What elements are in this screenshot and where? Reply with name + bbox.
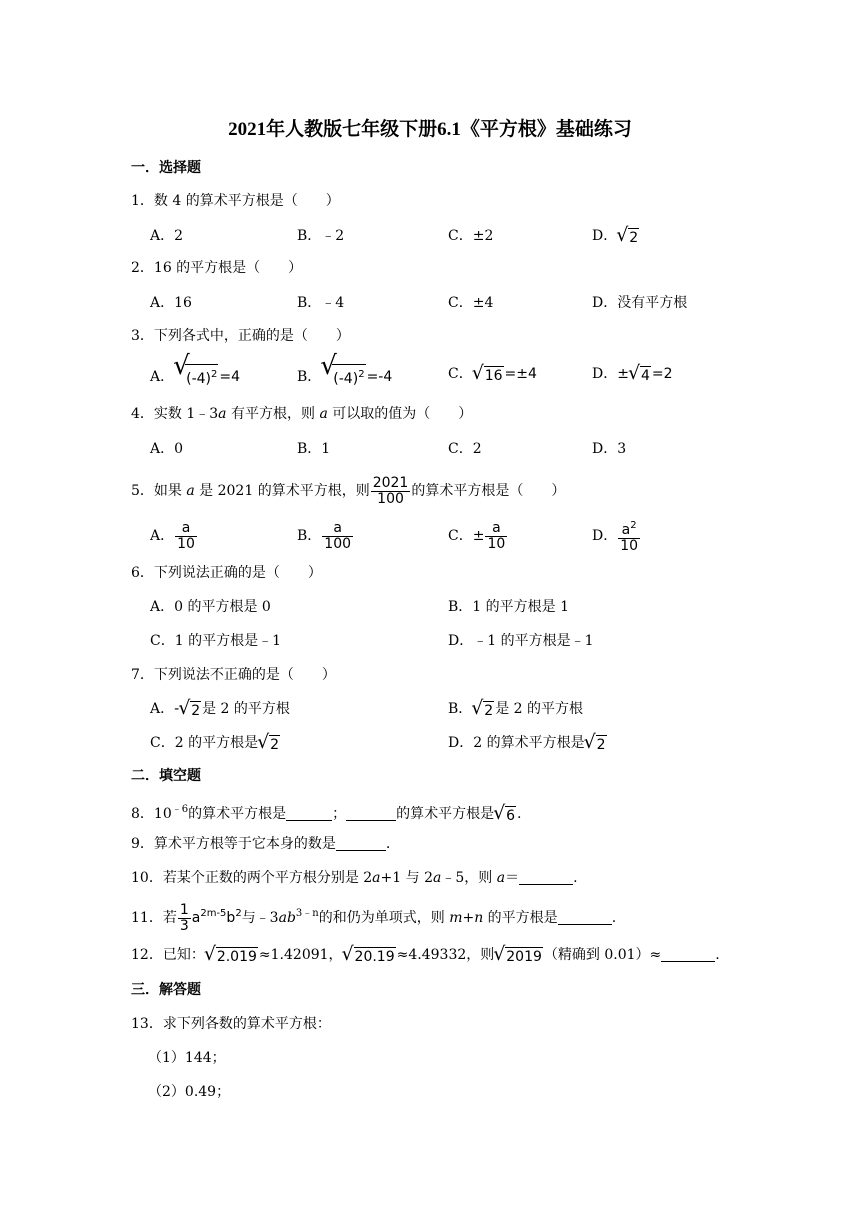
radicand: (-4): [186, 371, 212, 387]
question-8: [131, 800, 521, 826]
radical-sign: [472, 701, 494, 721]
variable: a: [432, 870, 442, 886]
stem-text: 可以取的值为（ ）: [327, 406, 473, 422]
equation-rest: =-4: [366, 369, 393, 385]
section-heading-fill: 二．填空题: [131, 768, 201, 784]
option-label: A．: [150, 701, 175, 717]
radical-sign: [179, 701, 201, 721]
variable: ab: [278, 910, 296, 926]
base: a: [191, 910, 201, 926]
denominator: 10: [177, 535, 195, 552]
radicand: 2: [191, 703, 201, 719]
exponent: 3﹣n: [295, 908, 319, 919]
radical-sign: [494, 947, 543, 967]
section-heading-choice: 一．选择题: [131, 160, 201, 176]
stem-text: ﹣5，则: [441, 870, 497, 886]
question-4-option-c: C．2: [448, 441, 482, 457]
question-1-option-d: [592, 226, 640, 248]
question-2-option-d: D．没有平方根: [592, 295, 688, 311]
variable: n: [474, 910, 484, 926]
answer-blank: [346, 806, 396, 821]
stem-text: 11．若: [131, 910, 177, 926]
radical-sign: [258, 735, 280, 755]
question-1-option-b: B．﹣2: [297, 228, 345, 244]
question-11: [131, 896, 616, 936]
stem-text: 的算术平方根是: [188, 806, 287, 822]
denominator: 100: [377, 490, 404, 507]
question-3-stem: 3．下列各式中，正确的是（ ）: [131, 328, 350, 344]
denominator: 10: [487, 535, 506, 552]
stem-text: .: [611, 910, 617, 926]
question-3-option-b: [297, 364, 392, 389]
stem-text: .: [517, 806, 522, 822]
numerator: a: [485, 521, 507, 537]
question-9: [131, 834, 390, 854]
question-4-stem: [131, 404, 472, 424]
numerator: [618, 518, 640, 539]
radicand: 2.019: [216, 949, 257, 965]
radical-sign: [321, 364, 365, 389]
stem-text: 的算术平方根是（ ）: [411, 483, 566, 499]
question-6-option-d: D．﹣1 的平方根是﹣1: [448, 633, 594, 649]
option-label: A．: [150, 369, 175, 385]
fraction: [618, 518, 640, 554]
answer-blank: [661, 947, 715, 962]
fraction: [178, 903, 191, 934]
stem-text: 10．若某个正数的两个平方根分别是 2: [131, 870, 373, 886]
radical-sign: [174, 364, 218, 389]
denominator: 3: [179, 917, 189, 934]
fraction: [175, 521, 197, 552]
question-3-option-a: [150, 364, 240, 389]
option-label: C．±: [448, 528, 485, 544]
question-6-option-b: B．1 的平方根是 1: [448, 599, 570, 615]
radical-sign: [629, 366, 651, 386]
numerator: a: [322, 521, 353, 537]
fraction: [322, 521, 353, 552]
radical-sign: [205, 947, 258, 967]
question-10: [131, 868, 578, 888]
question-4-option-d: D．3: [592, 441, 627, 457]
question-4-option-a: A．0: [150, 441, 184, 457]
radicand: 6: [506, 808, 516, 824]
question-7-option-b: [448, 699, 583, 721]
question-6-option-c: C．1 的平方根是﹣1: [150, 633, 281, 649]
stem-text: 9．算术平方根等于它本身的数是: [131, 836, 336, 852]
question-13-part-2: （2）0.49；: [148, 1084, 231, 1100]
stem-text: （精确到 0.01）≈: [543, 947, 662, 963]
option-text: C．2 的平方根是: [150, 735, 259, 751]
option-label: C．: [448, 366, 473, 382]
question-12: [131, 945, 720, 967]
question-5-option-a: [150, 518, 198, 554]
stem-text: ≈4.49332，则: [396, 947, 495, 963]
question-13-part-1: （1）144；: [148, 1050, 226, 1066]
option-label: D．: [592, 366, 618, 382]
radicand: (-4): [333, 371, 359, 387]
option-label: B．: [297, 369, 322, 385]
question-1-option-c: C．±2: [448, 228, 494, 244]
fraction: [371, 476, 411, 507]
variable: a: [372, 870, 381, 886]
variable: a: [218, 406, 227, 422]
option-text: D．2 的算术平方根是: [448, 735, 585, 751]
negative-sign: -: [174, 701, 180, 717]
numerator: 2021: [372, 474, 409, 491]
question-1-option-a: A．2: [150, 228, 184, 244]
variable: a: [186, 483, 195, 499]
radicand: 4: [640, 368, 650, 384]
question-2-stem: 2．16 的平方根是（ ）: [131, 260, 303, 276]
variable: a: [496, 870, 506, 886]
question-6-option-a: A．0 的平方根是 0: [150, 599, 271, 615]
question-3-option-c: [448, 364, 537, 386]
question-5-option-d: [592, 518, 641, 554]
page-title: 2021年人教版七年级下册6.1《平方根》基础练习: [228, 119, 632, 140]
question-7-stem: 7．下列说法不正确的是（ ）: [131, 667, 336, 683]
question-6-stem: 6．下列说法正确的是（ ）: [131, 565, 322, 581]
radical-sign: [473, 366, 504, 386]
question-5-stem: [131, 473, 565, 509]
radicand: 20.19: [354, 949, 395, 965]
exponent: ﹣6: [171, 804, 189, 815]
option-label: B．: [448, 701, 473, 717]
option-text: 是 2 的平方根: [202, 701, 290, 717]
question-2-option-c: C．±4: [448, 295, 494, 311]
option-label: D．: [592, 228, 618, 244]
question-2-option-a: A．16: [150, 295, 192, 311]
variable: m: [449, 910, 463, 926]
exponent: 2: [630, 520, 637, 531]
denominator: 100: [324, 535, 352, 552]
stem-text: 有平方根，则: [226, 406, 320, 422]
question-5-option-b: [297, 518, 354, 554]
numerator: 1: [179, 901, 189, 918]
question-13-stem: 13．求下列各数的算术平方根：: [131, 1016, 331, 1032]
question-5-option-c: [448, 518, 508, 554]
stem-text: .: [715, 947, 720, 963]
denominator: 10: [620, 538, 639, 554]
radicand: 16: [484, 368, 503, 384]
radical-sign: [585, 735, 607, 755]
stem-text: 与﹣3: [241, 910, 279, 926]
stem-text: ＝: [505, 870, 520, 886]
stem-text: ≈1.42091，: [258, 947, 343, 963]
exponent: 2: [211, 369, 218, 380]
question-3-option-d: [592, 364, 673, 386]
answer-blank: [286, 806, 332, 821]
stem-text: .: [385, 836, 391, 852]
radicand: 2: [270, 737, 279, 753]
stem-text: 的和仍为单项式，则: [318, 910, 450, 926]
fraction: [485, 521, 507, 552]
base: a: [621, 522, 631, 538]
question-1-stem: 1．数 4 的算术平方根是（ ）: [131, 193, 340, 209]
stem-text: +: [462, 910, 475, 926]
stem-text: 5．如果: [131, 483, 187, 499]
exponent: 2m-5: [200, 908, 227, 919]
radicand: 2: [484, 703, 494, 719]
stem-text: 的平方根是: [483, 910, 558, 926]
equation-rest: =4: [219, 369, 241, 385]
section-heading-solve: 三．解答题: [131, 982, 201, 998]
stem-text: 的算术平方根是: [396, 806, 495, 822]
stem-text: ；: [332, 806, 347, 822]
radical-sign: [494, 806, 516, 826]
stem-text: .: [573, 870, 578, 886]
equation-rest: =2: [651, 366, 673, 382]
variable: a: [319, 406, 328, 422]
answer-blank: [519, 870, 573, 885]
radicand: 2019: [506, 949, 542, 965]
radical-sign: [617, 228, 639, 248]
base: b: [226, 910, 236, 926]
option-text: 是 2 的平方根: [495, 701, 584, 717]
stem-text: 12．已知：: [131, 947, 205, 963]
radicand: 2: [596, 737, 606, 753]
radicand: 2: [629, 230, 639, 246]
question-7-option-d: [448, 733, 608, 755]
radical-sign: [343, 947, 396, 967]
stem-text: 是 2021 的算术平方根，则: [194, 483, 370, 499]
option-label: A．: [150, 528, 175, 544]
exponent: 2: [235, 908, 242, 919]
question-4-option-b: B．1: [297, 441, 331, 457]
exponent: 2: [358, 369, 365, 380]
stem-text: +1 与 2: [380, 870, 433, 886]
answer-blank: [558, 910, 612, 925]
question-7-option-c: [150, 733, 281, 755]
option-label: B．: [297, 528, 322, 544]
question-2-option-b: B．﹣4: [297, 295, 345, 311]
numerator: a: [175, 521, 197, 537]
option-label: D．: [592, 528, 618, 544]
stem-text: 8．10: [131, 806, 172, 822]
plus-minus: ±: [617, 366, 629, 382]
question-7-option-a: [150, 699, 290, 721]
stem-text: 4．实数 1﹣3: [131, 406, 219, 422]
answer-blank: [336, 836, 386, 851]
equation-rest: =±4: [504, 366, 537, 382]
